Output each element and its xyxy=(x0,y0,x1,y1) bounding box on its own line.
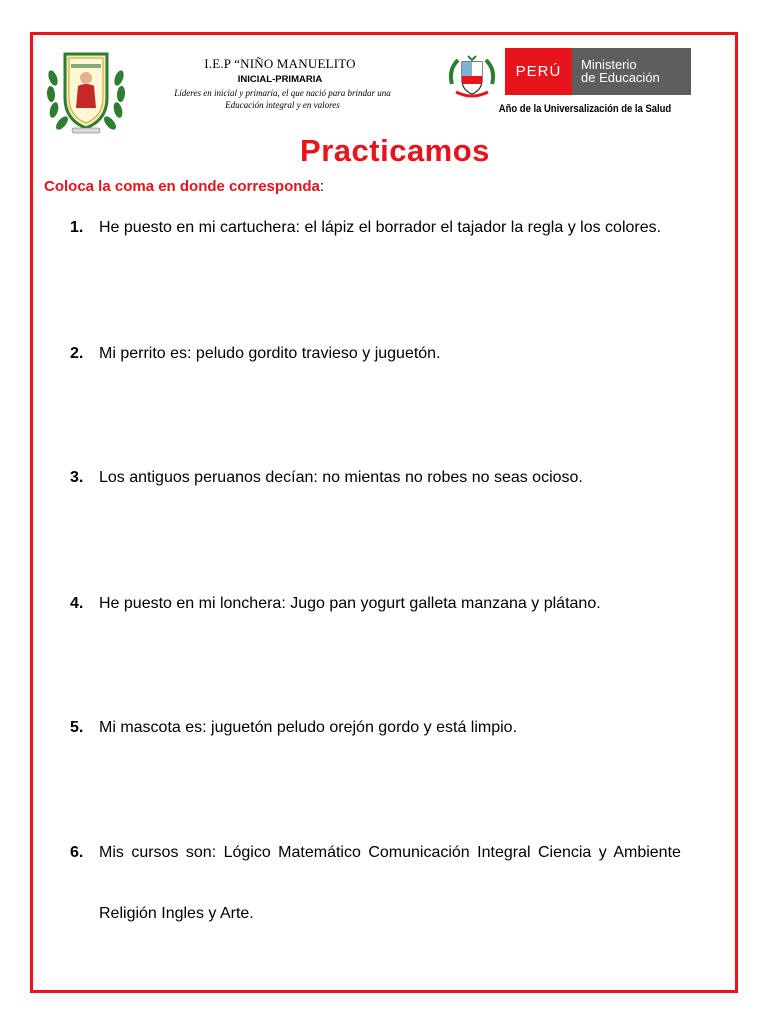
motto-line-2: Educación integral y en valores xyxy=(225,100,340,110)
motto-line-1: Líderes en inicial y primaria, el que nació para brindar una xyxy=(174,88,391,98)
exercise-number: 2. xyxy=(70,345,84,362)
instruction-text: Coloca la coma en donde corresponda xyxy=(44,178,320,195)
ministry-label xyxy=(572,48,691,95)
exercise-text: Los antiguos peruanos decían: no mientas no robes no seas ocioso. xyxy=(99,469,583,486)
exercise-number: 1. xyxy=(70,219,84,236)
ministry-logo xyxy=(505,48,691,95)
exercise-text: He puesto en mi lonchera: Jugo pan yogurt galleta manzana y plátano. xyxy=(99,595,601,612)
exercise-number: 4. xyxy=(70,595,84,612)
exercise-text: He puesto en mi cartuchera: el lápiz el borrador el tajador la regla y los colores. xyxy=(99,219,662,236)
exercise-item xyxy=(70,218,661,238)
school-crest-icon xyxy=(45,48,127,134)
exercise-text: Mis cursos son: Lógico Matemático Comunicación Integral Ciencia y Ambiente xyxy=(99,844,681,861)
exercise-item xyxy=(70,344,441,364)
exercise-item xyxy=(70,843,681,863)
exercise-text: Mi perrito es: peludo gordito travieso y juguetón. xyxy=(99,345,441,362)
school-motto xyxy=(140,87,425,111)
ministry-line-2: de Educación xyxy=(581,70,660,85)
peru-label: PERÚ xyxy=(505,48,572,95)
exercise-item xyxy=(70,718,517,738)
exercise-number: 3. xyxy=(70,469,84,486)
exercise-item xyxy=(70,594,601,614)
exercise-number: 5. xyxy=(70,719,84,736)
school-name: I.E.P “NIÑO MANUELITO xyxy=(204,56,356,71)
year-name: Año de la Universalización de la Salud xyxy=(498,103,672,115)
instruction xyxy=(44,178,324,195)
exercise-item xyxy=(70,468,583,488)
exercise-continuation: Religión Ingles y Arte. xyxy=(99,905,254,922)
ministry-line-1: Ministerio xyxy=(581,57,637,72)
exercise-number: 6. xyxy=(70,844,84,861)
page-title: Practicamos xyxy=(300,133,490,168)
school-level: INICIAL-PRIMARIA xyxy=(237,74,323,85)
instruction-colon: : xyxy=(319,178,325,195)
peru-coat-of-arms-icon xyxy=(446,54,498,98)
exercise-text: Mi mascota es: juguetón peludo orejón gordo y está limpio. xyxy=(99,719,518,736)
